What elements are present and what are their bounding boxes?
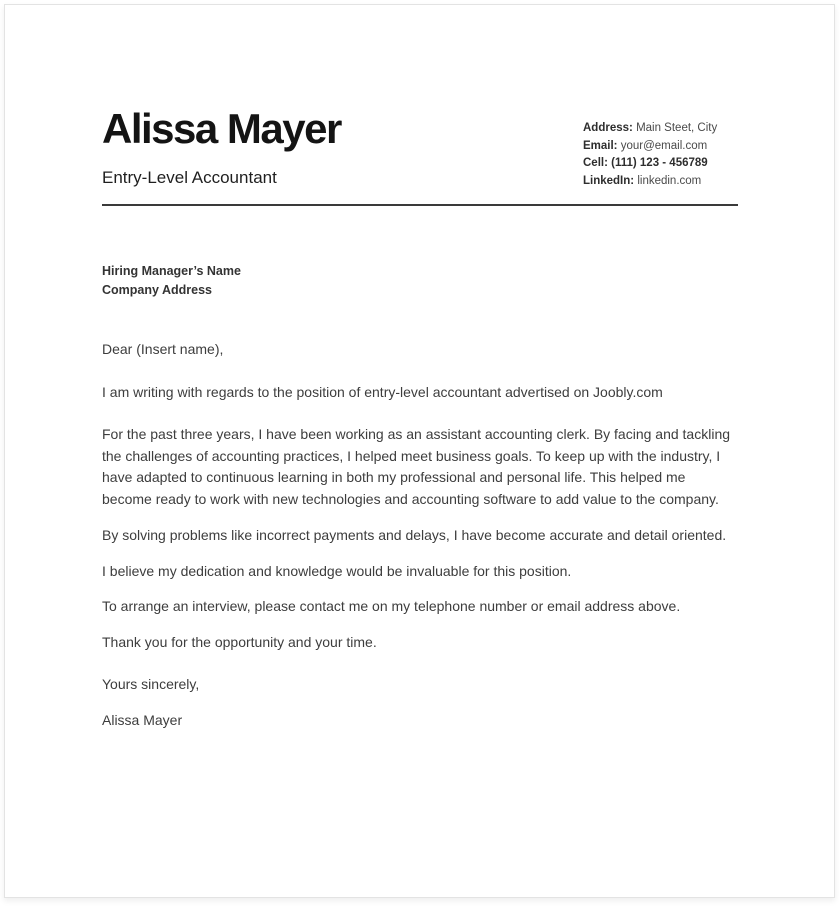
- paragraph-belief: I believe my dedication and knowledge would be invaluable for this position.: [102, 562, 572, 579]
- applicant-name: Alissa Mayer: [102, 105, 341, 152]
- header-divider: [102, 204, 738, 206]
- contact-address: [583, 120, 738, 138]
- signature-name: Alissa Mayer: [102, 711, 183, 728]
- contact-email-label: Email:: [583, 139, 618, 152]
- contact-info: [583, 120, 738, 190]
- contact-linkedin-value: linkedin.com: [637, 174, 702, 187]
- letterhead: [102, 5, 738, 190]
- document-page: [4, 4, 835, 898]
- recipient-name: Hiring Manager’s Name: [102, 264, 241, 279]
- paragraph-intro: I am writing with regards to the position of entry-level accountant advertised on Joobly.com: [102, 383, 663, 400]
- contact-address-label: Address:: [583, 122, 633, 134]
- recipient-block: [102, 262, 738, 300]
- contact-address-value: Main Steet, City: [636, 122, 718, 134]
- salutation: Dear (Insert name),: [102, 341, 224, 358]
- paragraph-interview: To arrange an interview, please contact me on my telephone number or email address above.: [102, 598, 681, 615]
- name-block: [102, 105, 341, 189]
- paragraph-skills: By solving problems like incorrect payments and delays, I have become accurate and detail oriented.: [102, 527, 727, 544]
- contact-linkedin-label: LinkedIn:: [583, 174, 635, 187]
- page-content: [5, 5, 834, 731]
- contact-email-value: your@email.com: [620, 139, 708, 152]
- contact-cell-value: (111) 123 - 456789: [611, 157, 708, 170]
- applicant-job-title: Entry-Level Accountant: [102, 168, 277, 187]
- contact-cell: [583, 155, 738, 173]
- contact-email: [583, 138, 738, 156]
- letter-body: [102, 262, 738, 731]
- valediction: Yours sincerely,: [102, 676, 200, 693]
- paragraph-experience: For the past three years, I have been working as an assistant accounting clerk. By facing and tackling the challenges of accounting practices, I helped meet business goals. To keep up with the industry, I have adapted to continuous learning in both my professional and personal life. This helped me become ready to work with new technologies and accounting software to add value to the company.: [102, 426, 731, 507]
- contact-cell-label: Cell:: [583, 157, 608, 170]
- contact-linkedin: [583, 173, 738, 191]
- paragraph-thanks: Thank you for the opportunity and your time.: [102, 633, 377, 650]
- recipient-company-address: Company Address: [102, 283, 212, 298]
